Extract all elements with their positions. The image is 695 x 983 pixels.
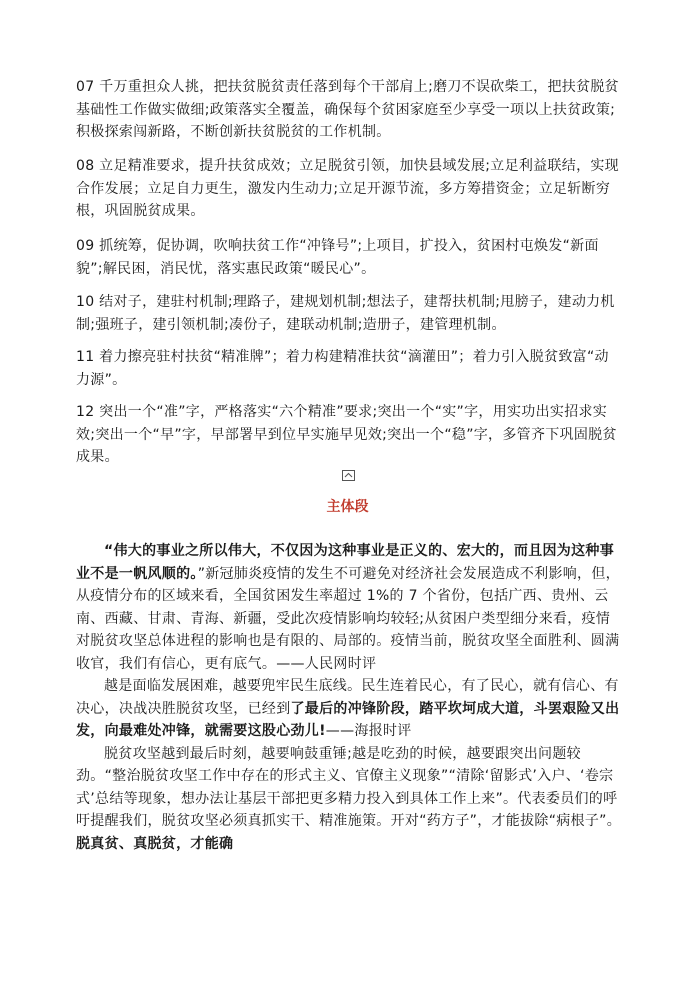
body-paragraph-2-text: 越是面临发展困难，越要兜牢民生底线。民生连着民心，有了民心，就有信心、有决心，决战决胜脱贫攻坚，已经到 xyxy=(76,678,619,717)
body-paragraph-2-bold: 了最后的冲锋阶段，踏平坎坷成大道，斗罢艰险又出发，向最难处冲锋，就需要这股心劲儿! xyxy=(76,700,620,739)
body-paragraph-3-bold: 脱真贫、真脱贫，才能确 xyxy=(76,835,234,852)
list-item-07: 07 千万重担众人挑，把扶贫脱贫责任落到每个干部肩上;磨刀不误砍柴工，把扶贫脱贫基础性工作做实做细;政策落实全覆盖，确保每个贫困家庭至少享受一项以上扶贫政策;积极探索闯新路，不断创新扶贫脱贫的工作机制。 xyxy=(76,79,619,140)
chevron-up-icon xyxy=(342,470,355,481)
body-paragraph-1 xyxy=(76,540,622,675)
body-paragraph-3 xyxy=(76,743,622,856)
list-item-11: 11 着力擦亮驻村扶贫“精准牌”；着力构建精准扶贫“滴灌田”；着力引入脱贫致富“动力源”。 xyxy=(76,349,609,388)
body-paragraph-2-tail: ——海报时评 xyxy=(325,723,412,739)
list-item-08: 08 立足精准要求，提升扶贫成效；立足脱贫引领，加快县域发展;立足利益联结，实现 合作发展；立足自力更生，激发内生动力;立足开源节流，多方筹措资金；立足斩断穷根，巩固脱贫成果。 xyxy=(76,158,619,219)
body-paragraph-2 xyxy=(76,675,622,743)
body-paragraph-1-bold: “伟大的事业之所以伟大，不仅因为这种事业是正义的、宏大的，而且因为这种事业不是一帆风顺的。 xyxy=(76,543,614,582)
list-item-10: 10 结对子，建驻村机制;理路子，建规划机制;想法子，建帮扶机制;甩膀子，建动力机制;强班子，建引领机制;凑份子，建联动机制;造册子，建管理机制。 xyxy=(76,294,615,333)
section-title: 主体段 xyxy=(326,499,369,515)
body-paragraph-3-text: 脱贫攻坚越到最后时刻，越要响鼓重锤;越是吃劲的时候，越要跟突出问题较劲。“整治脱贫攻坚工作中存在的形式主义、官僚主义现象”“清除‘留影式’入户、‘卷宗式’总结等现象，想办法让基层干部把更多精力投入到具体工作上来”。代表委员们的呼吁提醒我们，脱贫攻坚必须真抓实干、精准施策。开对“药方子”，才能拔除“病根子”。 xyxy=(76,745,622,829)
list-item-12: 12 突出一个“准”字，严格落实“六个精准”要求;突出一个“实”字，用实功出实招求实效;突出一个“早”字，早部署早到位早实施早见效;突出一个“稳”字，多管齐下巩固脱贫成果。 xyxy=(76,404,617,465)
list-item-09: 09 抓统筹，促协调，吹响扶贫工作“冲锋号”;上项目，扩投入，贫困村屯焕发“新面貌”;解民困，消民忧，落实惠民政策“暖民心”。 xyxy=(76,238,599,277)
body-section xyxy=(76,540,622,855)
body-paragraph-1-text: ”新冠肺炎疫情的发生不可避免对经济社会发展造成不利影响，但，从疫情分布的区域来看，全国贫困发生率超过 1%的 7 个省份，包括广西、贵州、云南、西藏、甘肃、青海、新疆，受此次疫情影响均较轻;从贫困户类型细分来看，疫情对脱贫攻坚总体进程的影响也是有限的、局部的。疫情当前，脱贫攻坚全面胜利、圆满收官，我们有信心，更有底气。——人民网时评 xyxy=(76,565,620,672)
